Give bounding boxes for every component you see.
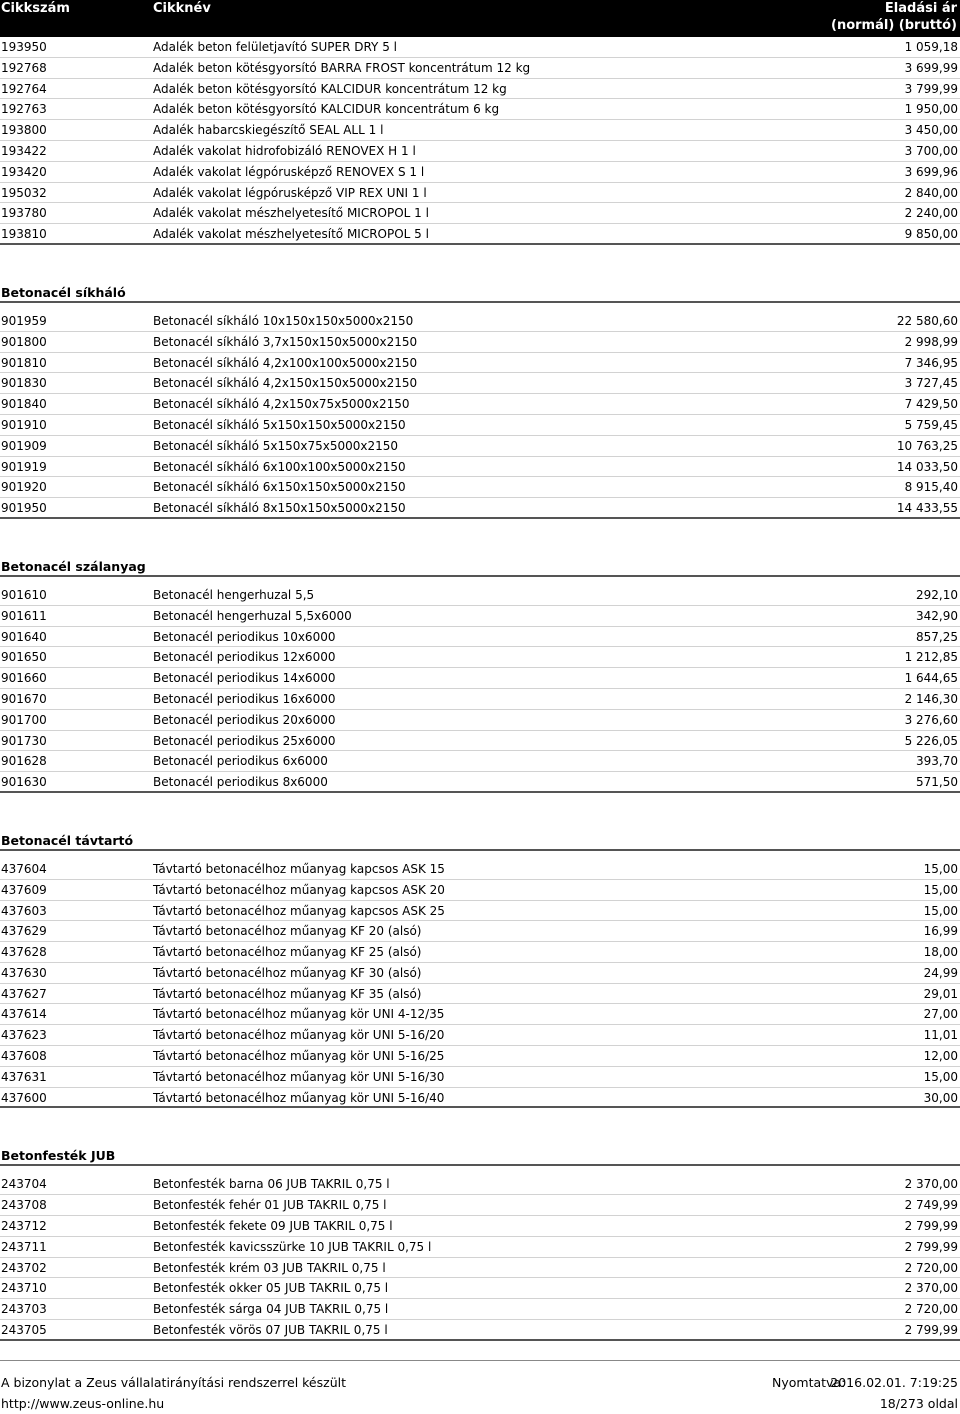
item-code: 193780: [1, 206, 47, 221]
table-row: [0, 1278, 960, 1299]
item-price: 571,50: [916, 775, 958, 790]
item-code: 901800: [1, 334, 47, 349]
table-row: [0, 1320, 960, 1341]
item-price: 15,00: [923, 903, 958, 918]
table-row: [0, 627, 960, 648]
item-name: Betonfesték barna 06 JUB TAKRIL 0,75 l: [153, 1177, 390, 1192]
item-name: Betonacél síkháló 6x100x100x5000x2150: [153, 459, 406, 474]
item-price: 2 799,99: [904, 1323, 958, 1338]
item-name: Betonacél periodikus 14x6000: [153, 671, 336, 686]
item-code: 901670: [1, 691, 47, 706]
item-name: Adalék beton felületjavító SUPER DRY 5 l: [153, 40, 397, 54]
item-code: 192763: [1, 102, 47, 117]
item-price: 342,90: [916, 608, 958, 623]
table-row: [0, 394, 960, 415]
table-row: [0, 37, 960, 58]
item-name: Betonfesték okker 05 JUB TAKRIL 0,75 l: [153, 1281, 389, 1296]
table-row: [0, 1046, 960, 1067]
item-code: 193810: [1, 227, 47, 242]
table-row: [0, 901, 960, 922]
item-name: Adalék vakolat légpórusképző RENOVEX S 1 l: [153, 164, 425, 179]
generated-by-text: A bizonylat a Zeus vállalatirányítási rendszerrel készült: [1, 1375, 346, 1390]
item-price: 2 370,00: [904, 1177, 958, 1192]
item-name: Távtartó betonacélhoz műanyag kapcsos ASK 15: [153, 861, 445, 876]
item-code: 437623: [1, 1028, 47, 1043]
item-price: 3 699,99: [904, 60, 958, 75]
item-code: 901950: [1, 501, 47, 516]
table-row: [0, 647, 960, 668]
group-title-label: Betonacél távtartó: [1, 832, 134, 848]
item-code: 243705: [1, 1323, 47, 1338]
table-row: [0, 353, 960, 374]
table-row: [0, 1004, 960, 1025]
table-row: [0, 457, 960, 478]
item-price: 5 759,45: [904, 417, 958, 432]
table-row: [0, 751, 960, 772]
item-code: 243708: [1, 1198, 47, 1213]
item-price: 2 998,99: [904, 334, 958, 349]
group-title-label: Betonacél szálanyag: [1, 558, 146, 574]
item-name: Betonacél periodikus 25x6000: [153, 733, 336, 748]
item-name: Távtartó betonacélhoz műanyag kör UNI 5-16/40: [153, 1090, 445, 1105]
table-row: [0, 120, 960, 141]
item-name: Adalék beton kötésgyorsító BARRA FROST koncentrátum 12 kg: [153, 60, 531, 75]
item-code: 437627: [1, 986, 47, 1001]
item-code: 901630: [1, 775, 47, 790]
item-name: Betonfesték sárga 04 JUB TAKRIL 0,75 l: [153, 1302, 389, 1317]
footer-divider: [0, 1360, 960, 1361]
item-name: Betonacél periodikus 10x6000: [153, 629, 336, 644]
website-link[interactable]: http://www.zeus-online.hu: [1, 1396, 165, 1411]
item-name: Adalék vakolat hidrofobizáló RENOVEX H 1 l: [153, 143, 416, 158]
table-row: [0, 921, 960, 942]
table-row: [0, 99, 960, 120]
item-code: 192768: [1, 60, 47, 75]
column-header-code: Cikkszám: [1, 1, 70, 16]
item-price: 15,00: [923, 882, 958, 897]
item-price: 12,00: [923, 1049, 958, 1064]
table-row: [0, 436, 960, 457]
item-name: Betonacél síkháló 6x150x150x5000x2150: [153, 480, 406, 495]
item-name: Betonacél síkháló 5x150x75x5000x2150: [153, 438, 399, 453]
item-name: Távtartó betonacélhoz műanyag kör UNI 5-16/25: [153, 1049, 445, 1064]
item-price: 18,00: [923, 945, 958, 960]
item-code: 243710: [1, 1281, 47, 1296]
item-price: 27,00: [923, 1007, 958, 1022]
item-code: 901919: [1, 459, 47, 474]
price-list: [0, 37, 960, 1341]
item-price: 24,99: [923, 965, 958, 980]
item-code: 901640: [1, 629, 47, 644]
table-row: [0, 585, 960, 606]
item-code: 437608: [1, 1049, 47, 1064]
item-price: 10 763,25: [896, 438, 958, 453]
item-price: 14 433,55: [896, 501, 958, 516]
item-code: 901909: [1, 438, 47, 453]
table-row: [0, 58, 960, 79]
table-row: [0, 1025, 960, 1046]
item-name: Adalék beton kötésgyorsító KALCIDUR koncentrátum 12 kg: [153, 81, 507, 96]
item-name: Betonacél periodikus 6x6000: [153, 754, 328, 769]
item-code: 437604: [1, 861, 47, 876]
item-price: 2 840,00: [904, 185, 958, 200]
item-code: 193422: [1, 143, 47, 158]
item-name: Adalék beton kötésgyorsító KALCIDUR koncentrátum 6 kg: [153, 102, 500, 117]
item-code: 901660: [1, 671, 47, 686]
table-row: [0, 1195, 960, 1216]
item-price: 30,00: [923, 1090, 958, 1105]
table-row: [0, 477, 960, 498]
item-name: Betonacél síkháló 4,2x100x100x5000x2150: [153, 355, 418, 370]
column-header-name: Cikknév: [153, 1, 211, 16]
item-price: 3 450,00: [904, 123, 958, 138]
item-name: Távtartó betonacélhoz műanyag KF 25 (alsó): [153, 945, 422, 960]
item-price: 2 799,99: [904, 1219, 958, 1234]
item-price: 29,01: [923, 986, 958, 1001]
item-price: 292,10: [916, 587, 958, 602]
item-name: Betonfesték kavicsszürke 10 JUB TAKRIL 0,75 l: [153, 1239, 432, 1254]
table-row: [0, 606, 960, 627]
item-code: 243712: [1, 1219, 47, 1234]
item-price: 3 699,96: [904, 164, 958, 179]
table-row: [0, 963, 960, 984]
group-title: [0, 282, 960, 303]
table-row: [0, 880, 960, 901]
item-name: Betonfesték fekete 09 JUB TAKRIL 0,75 l: [153, 1219, 393, 1234]
table-row: [0, 1299, 960, 1320]
item-price: 2 146,30: [904, 691, 958, 706]
table-row: [0, 183, 960, 204]
item-name: Távtartó betonacélhoz műanyag KF 30 (alsó): [153, 965, 422, 980]
item-code: 901730: [1, 733, 47, 748]
table-row: [0, 141, 960, 162]
item-price: 15,00: [923, 1069, 958, 1084]
item-price: 16,99: [923, 924, 958, 939]
item-code: 193950: [1, 40, 47, 54]
item-code: 193420: [1, 164, 47, 179]
item-name: Betonacél periodikus 12x6000: [153, 650, 336, 665]
table-row: [0, 498, 960, 519]
item-code: 901959: [1, 313, 47, 328]
item-name: Betonfesték vörös 07 JUB TAKRIL 0,75 l: [153, 1323, 388, 1338]
item-price: 2 749,99: [904, 1198, 958, 1213]
item-code: 901830: [1, 376, 47, 391]
item-price: 1 059,18: [904, 40, 958, 54]
table-row: [0, 1088, 960, 1109]
item-code: 243711: [1, 1239, 47, 1254]
table-row: [0, 668, 960, 689]
item-price: 7 429,50: [904, 397, 958, 412]
item-price: 2 240,00: [904, 206, 958, 221]
item-code: 901650: [1, 650, 47, 665]
item-code: 243704: [1, 1177, 47, 1192]
item-code: 437609: [1, 882, 47, 897]
item-name: Távtartó betonacélhoz műanyag kapcsos ASK 20: [153, 882, 445, 897]
item-code: 437630: [1, 965, 47, 980]
table-row: [0, 772, 960, 793]
print-label: Nyomtatva:: [772, 1375, 846, 1390]
item-name: Betonacél síkháló 4,2x150x150x5000x2150: [153, 376, 418, 391]
table-row: [0, 203, 960, 224]
item-name: Távtartó betonacélhoz műanyag kör UNI 4-12/35: [153, 1007, 445, 1022]
item-price: 14 033,50: [896, 459, 958, 474]
item-name: Betonacél hengerhuzal 5,5: [153, 587, 315, 602]
item-name: Betonacél síkháló 8x150x150x5000x2150: [153, 501, 406, 516]
item-code: 901700: [1, 712, 47, 727]
item-name: Adalék vakolat mészhelyetesítő MICROPOL 1 l: [153, 206, 429, 221]
item-price: 9 850,00: [904, 227, 958, 242]
item-price: 1 212,85: [904, 650, 958, 665]
item-name: Távtartó betonacélhoz műanyag KF 20 (alsó): [153, 924, 422, 939]
item-name: Adalék vakolat légpórusképző VIP REX UNI 1 l: [153, 185, 427, 200]
item-code: 193800: [1, 123, 47, 138]
table-row: [0, 1174, 960, 1195]
table-row: [0, 162, 960, 183]
column-header-price-note: (normál) (bruttó): [831, 18, 957, 33]
item-code: 901611: [1, 608, 47, 623]
item-code: 243703: [1, 1302, 47, 1317]
group-title: [0, 830, 960, 851]
item-price: 857,25: [916, 629, 958, 644]
column-header-price: Eladási ár: [884, 1, 957, 16]
table-row: [0, 1067, 960, 1088]
table-row: [0, 942, 960, 963]
item-price: 2 720,00: [904, 1260, 958, 1275]
item-code: 437603: [1, 903, 47, 918]
item-code: 901610: [1, 587, 47, 602]
item-price: 8 915,40: [904, 480, 958, 495]
item-name: Betonacél síkháló 5x150x150x5000x2150: [153, 417, 406, 432]
table-row: [0, 1237, 960, 1258]
item-name: Betonacél síkháló 3,7x150x150x5000x2150: [153, 334, 418, 349]
table-header: [0, 0, 960, 37]
item-name: Adalék vakolat mészhelyetesítő MICROPOL 5 l: [153, 227, 429, 242]
item-price: 22 580,60: [896, 313, 958, 328]
item-price: 11,01: [923, 1028, 958, 1043]
item-code: 901840: [1, 397, 47, 412]
item-price: 5 226,05: [904, 733, 958, 748]
table-row: [0, 984, 960, 1005]
item-name: Betonacél periodikus 20x6000: [153, 712, 336, 727]
item-code: 195032: [1, 185, 47, 200]
item-name: Betonacél periodikus 8x6000: [153, 775, 328, 790]
item-name: Betonfesték krém 03 JUB TAKRIL 0,75 l: [153, 1260, 386, 1275]
item-code: 437614: [1, 1007, 47, 1022]
item-price: 3 276,60: [904, 712, 958, 727]
item-price: 2 799,99: [904, 1239, 958, 1254]
item-price: 393,70: [916, 754, 958, 769]
table-row: [0, 1258, 960, 1279]
item-code: 901920: [1, 480, 47, 495]
table-row: [0, 415, 960, 436]
item-code: 901910: [1, 417, 47, 432]
item-name: Betonacél síkháló 4,2x150x75x5000x2150: [153, 397, 410, 412]
item-name: Távtartó betonacélhoz műanyag kör UNI 5-16/20: [153, 1028, 445, 1043]
item-code: 192764: [1, 81, 47, 96]
item-name: Betonacél síkháló 10x150x150x5000x2150: [153, 313, 414, 328]
item-price: 2 720,00: [904, 1302, 958, 1317]
table-row: [0, 332, 960, 353]
table-row: [0, 859, 960, 880]
item-code: 437631: [1, 1069, 47, 1084]
item-name: Adalék habarcskiegészítő SEAL ALL 1 l: [153, 123, 384, 138]
item-code: 437600: [1, 1090, 47, 1105]
item-code: 437629: [1, 924, 47, 939]
table-row: [0, 710, 960, 731]
item-price: 2 370,00: [904, 1281, 958, 1296]
item-name: Távtartó betonacélhoz műanyag kapcsos ASK 25: [153, 903, 445, 918]
table-row: [0, 1216, 960, 1237]
item-name: Távtartó betonacélhoz műanyag KF 35 (alsó): [153, 986, 422, 1001]
table-row: [0, 79, 960, 100]
item-name: Betonfesték fehér 01 JUB TAKRIL 0,75 l: [153, 1198, 387, 1213]
table-row: [0, 311, 960, 332]
print-datetime: 2016.02.01. 7:19:25: [830, 1375, 958, 1390]
page-number: 18/273 oldal: [879, 1396, 958, 1411]
table-row: [0, 373, 960, 394]
item-price: 7 346,95: [904, 355, 958, 370]
group-title-label: Betonfesték JUB: [1, 1148, 116, 1164]
item-price: 1 644,65: [904, 671, 958, 686]
group-title-label: Betonacél síkháló: [1, 284, 126, 300]
group-title: [0, 556, 960, 577]
table-row: [0, 689, 960, 710]
item-code: 437628: [1, 945, 47, 960]
item-code: 243702: [1, 1260, 47, 1275]
item-price: 3 700,00: [904, 143, 958, 158]
item-name: Betonacél periodikus 16x6000: [153, 691, 336, 706]
item-name: Betonacél hengerhuzal 5,5x6000: [153, 608, 352, 623]
item-price: 1 950,00: [904, 102, 958, 117]
item-price: 3 799,99: [904, 81, 958, 96]
table-row: [0, 224, 960, 245]
item-code: 901628: [1, 754, 47, 769]
item-name: Távtartó betonacélhoz műanyag kör UNI 5-16/30: [153, 1069, 445, 1084]
table-row: [0, 731, 960, 752]
item-code: 901810: [1, 355, 47, 370]
item-price: 15,00: [923, 861, 958, 876]
group-title: [0, 1145, 960, 1166]
item-price: 3 727,45: [904, 376, 958, 391]
